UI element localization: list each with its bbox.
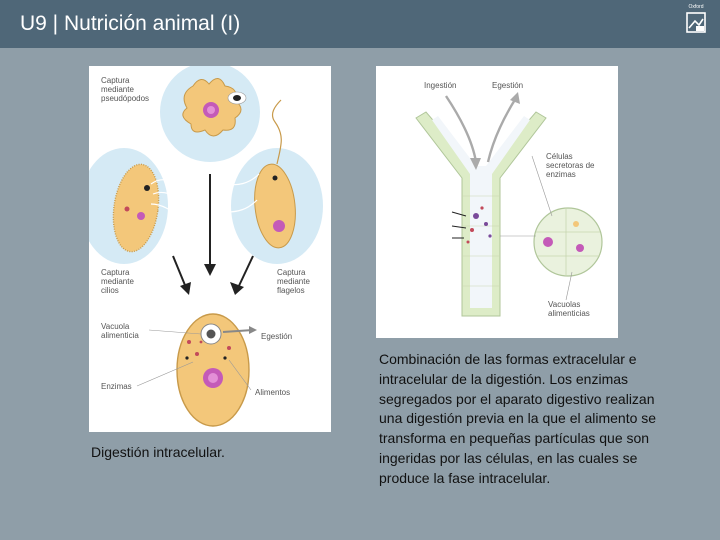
slide-header bbox=[0, 0, 720, 48]
publisher-logo bbox=[683, 4, 709, 36]
label-flagella: Captura mediante flagelos bbox=[277, 268, 310, 295]
label-pseudopods: Captura mediante pseudópodos bbox=[101, 76, 150, 103]
intracellular-digestion-figure bbox=[89, 66, 331, 432]
left-figure-caption: Digestión intracelular. bbox=[91, 444, 225, 460]
label-egestion-right: Egestión bbox=[492, 81, 524, 90]
label-digestive-vacuoles: Vacuolas alimenticias bbox=[548, 300, 590, 318]
logo-text: Oxford bbox=[688, 4, 704, 10]
slide-title: U9 | Nutrición animal (I) bbox=[20, 12, 241, 35]
label-ingestion: Ingestión bbox=[424, 81, 457, 90]
label-food: Alimentos bbox=[255, 388, 291, 397]
label-secretory-cells: Células secretoras de enzimas bbox=[546, 152, 595, 179]
label-egestion: Egestión bbox=[261, 332, 293, 341]
label-enzymes: Enzimas bbox=[101, 382, 132, 391]
right-figure-caption: Combinación de las formas extracelular e intracelular de la digestión. Los enzimas segregados por el aparato digestivo realizan una digestión previa en la que el alimento se transforma en pequeñas partículas que son ingeridas por las células, en las cuales se produce la fase intracelular. bbox=[379, 351, 657, 486]
label-food-vacuole: Vacuola alimenticia bbox=[101, 322, 139, 340]
combined-digestion-figure bbox=[376, 66, 618, 338]
label-cilia: Captura mediante cilios bbox=[101, 268, 134, 295]
hydra-illustration bbox=[376, 66, 618, 338]
protist-illustration bbox=[89, 66, 331, 432]
